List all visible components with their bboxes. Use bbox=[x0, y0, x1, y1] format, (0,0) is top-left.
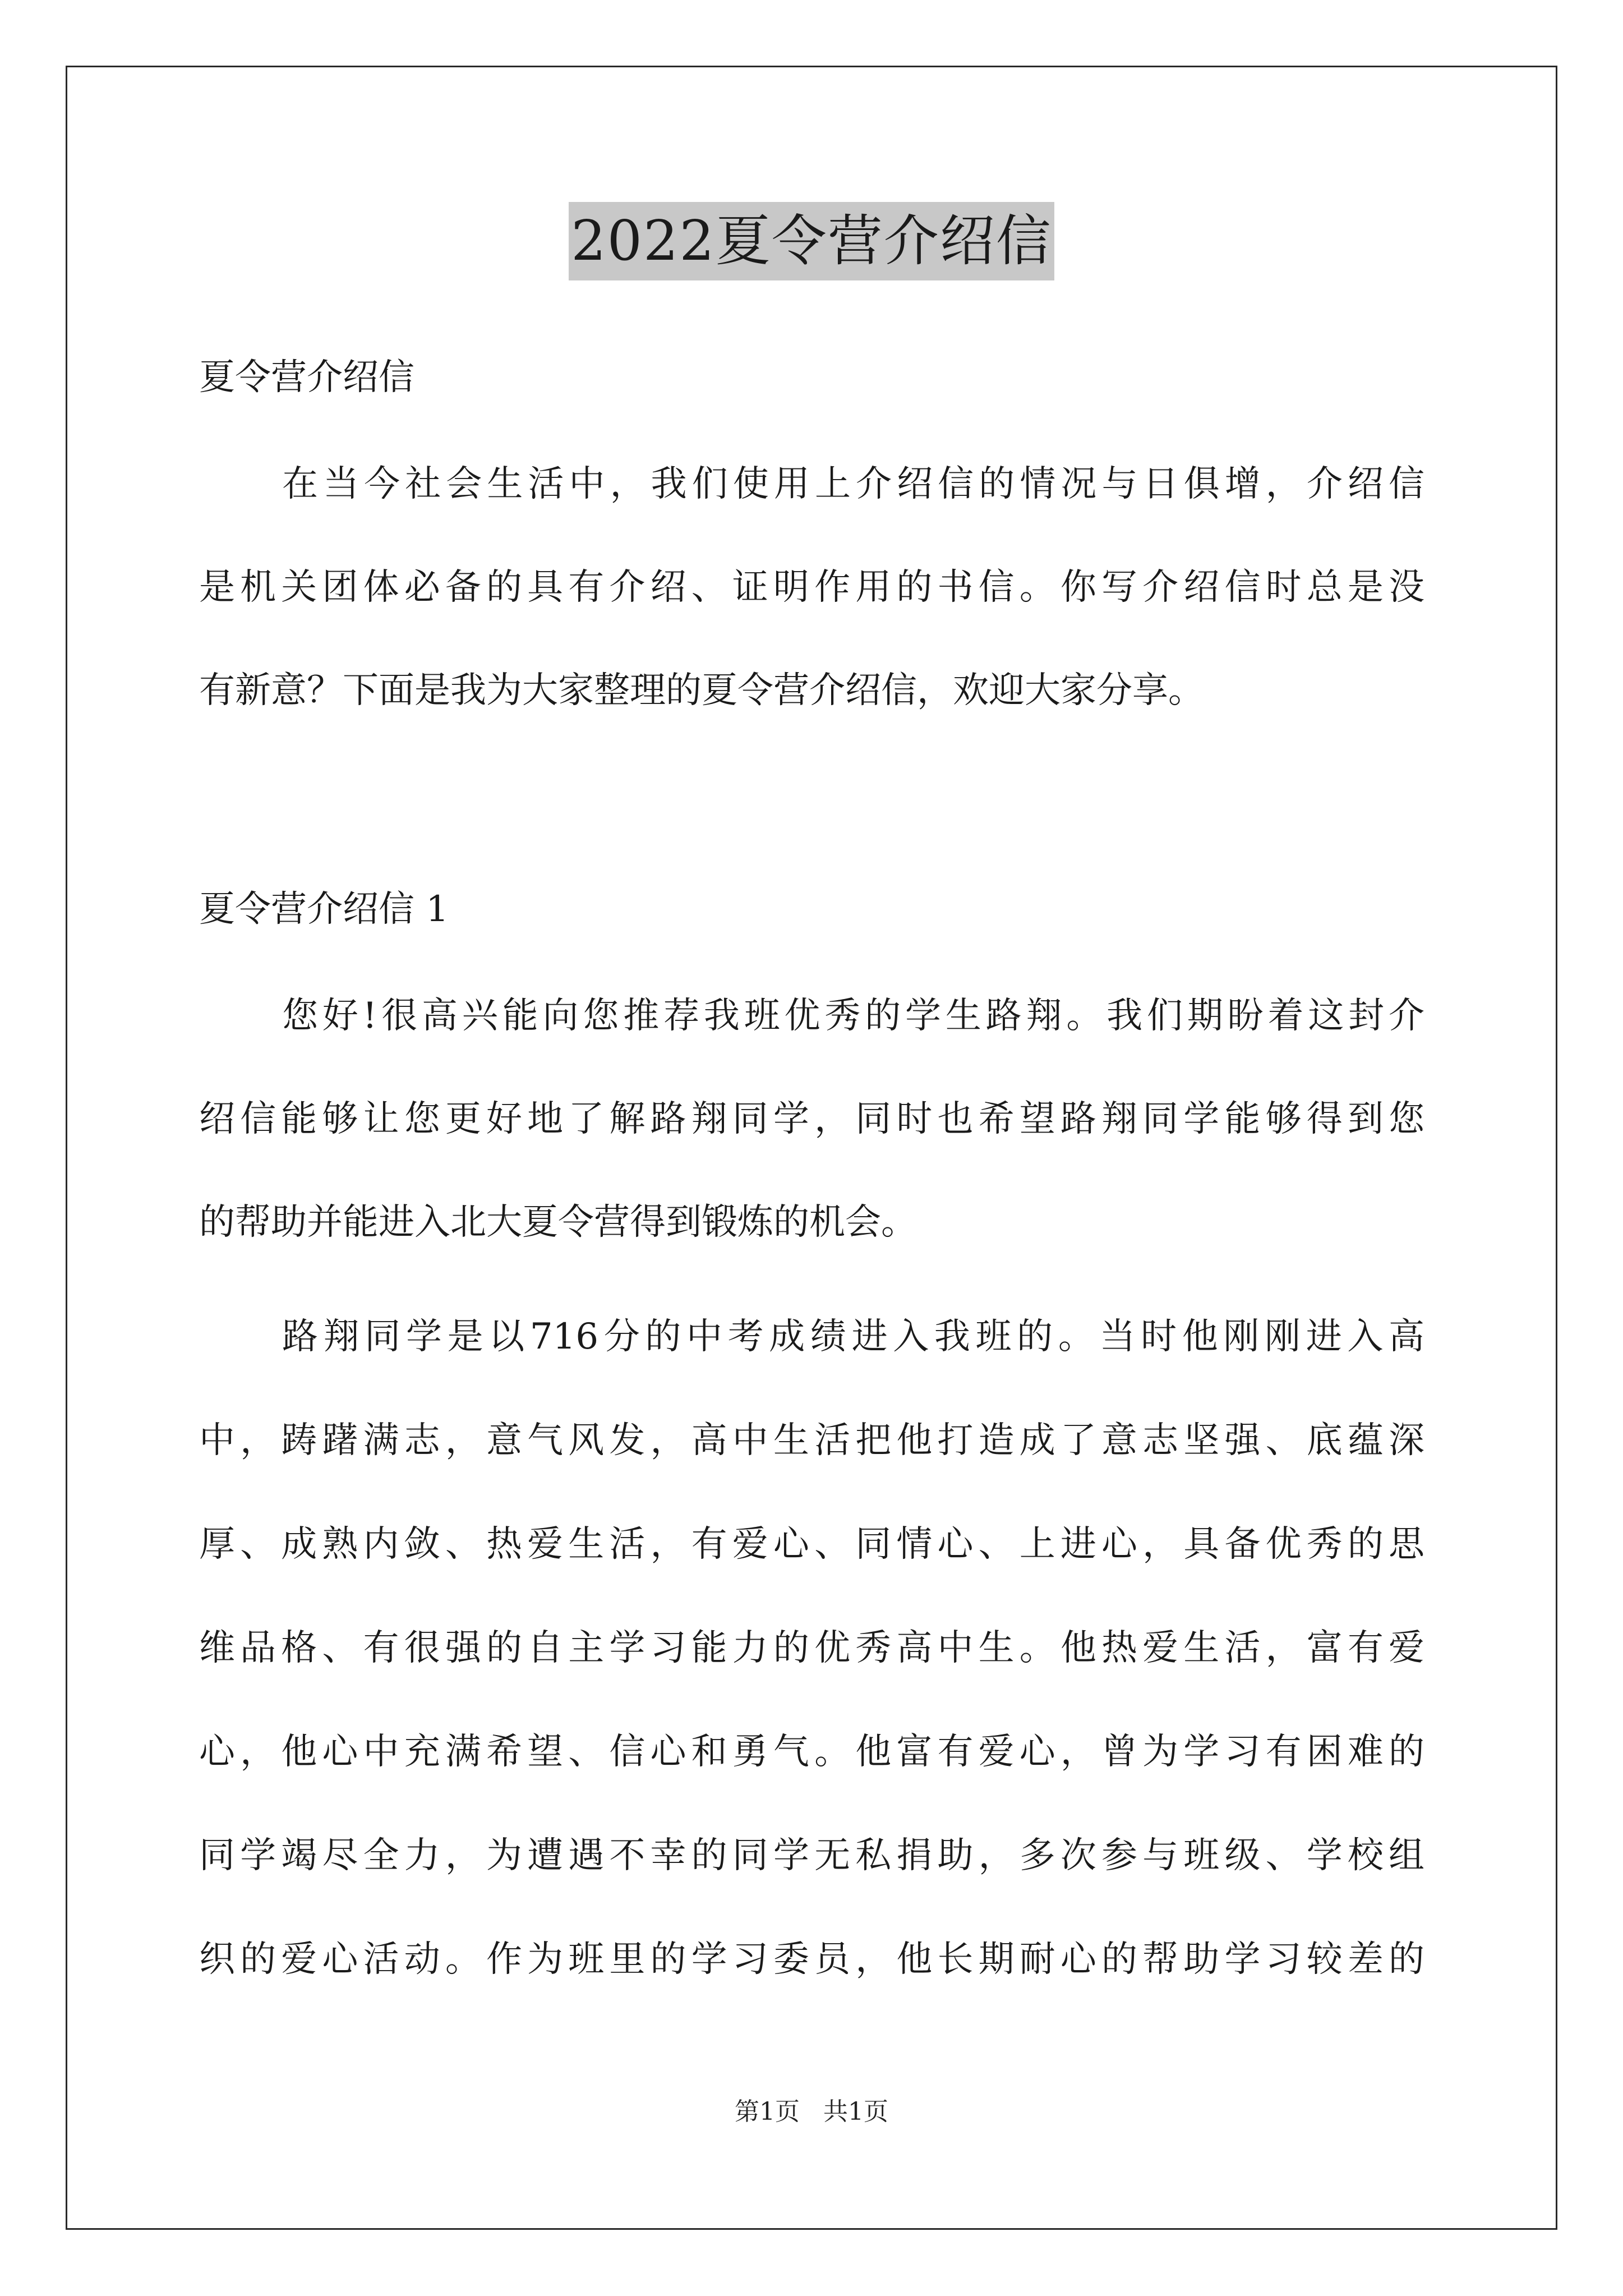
section-heading: 夏令营介绍信 1 bbox=[199, 889, 449, 930]
title-container bbox=[0, 202, 1623, 280]
page-footer bbox=[0, 2095, 1623, 2129]
page-number: 第1页 bbox=[735, 2097, 800, 2126]
paragraph-line: 的帮助并能进入北大夏令营得到锻炼的机会。 bbox=[199, 1202, 917, 1243]
paragraph-line: 心，他心中充满希望、信心和勇气。他富有爱心，曾为学习有困难的 bbox=[199, 1731, 1424, 1773]
intro-line: 有新意？下面是我为大家整理的夏令营介绍信，欢迎大家分享。 bbox=[199, 670, 1204, 711]
intro-line: 在当今社会生活中，我们使用上介绍信的情况与日俱增，介绍信 bbox=[282, 463, 1424, 505]
paragraph-line: 织的爱心活动。作为班里的学习委员，他长期耐心的帮助学习较差的 bbox=[199, 1939, 1424, 1980]
paragraph-line: 路翔同学是以716分的中考成绩进入我班的。当时他刚刚进入高 bbox=[282, 1316, 1424, 1358]
paragraph-line: 同学竭尽全力，为遭遇不幸的同学无私捐助，多次参与班级、学校组 bbox=[199, 1835, 1424, 1876]
section-heading: 夏令营介绍信 bbox=[199, 357, 414, 398]
intro-line: 是机关团体必备的具有介绍、证明作用的书信。你写介绍信时总是没 bbox=[199, 567, 1424, 608]
paragraph-line: 绍信能够让您更好地了解路翔同学，同时也希望路翔同学能够得到您 bbox=[199, 1098, 1424, 1140]
paragraph-line: 您好!很高兴能向您推荐我班优秀的学生路翔。我们期盼着这封介 bbox=[282, 995, 1424, 1037]
paragraph-line: 中，踌躇满志，意气风发，高中生活把他打造成了意志坚强、底蕴深 bbox=[199, 1420, 1424, 1461]
paragraph-line: 厚、成熟内敛、热爱生活，有爱心、同情心、上进心，具备优秀的思 bbox=[199, 1524, 1424, 1565]
document-title: 2022夏令营介绍信 bbox=[569, 202, 1054, 280]
paragraph-line: 维品格、有很强的自主学习能力的优秀高中生。他热爱生活，富有爱 bbox=[199, 1627, 1424, 1669]
page-total: 共1页 bbox=[823, 2097, 888, 2126]
